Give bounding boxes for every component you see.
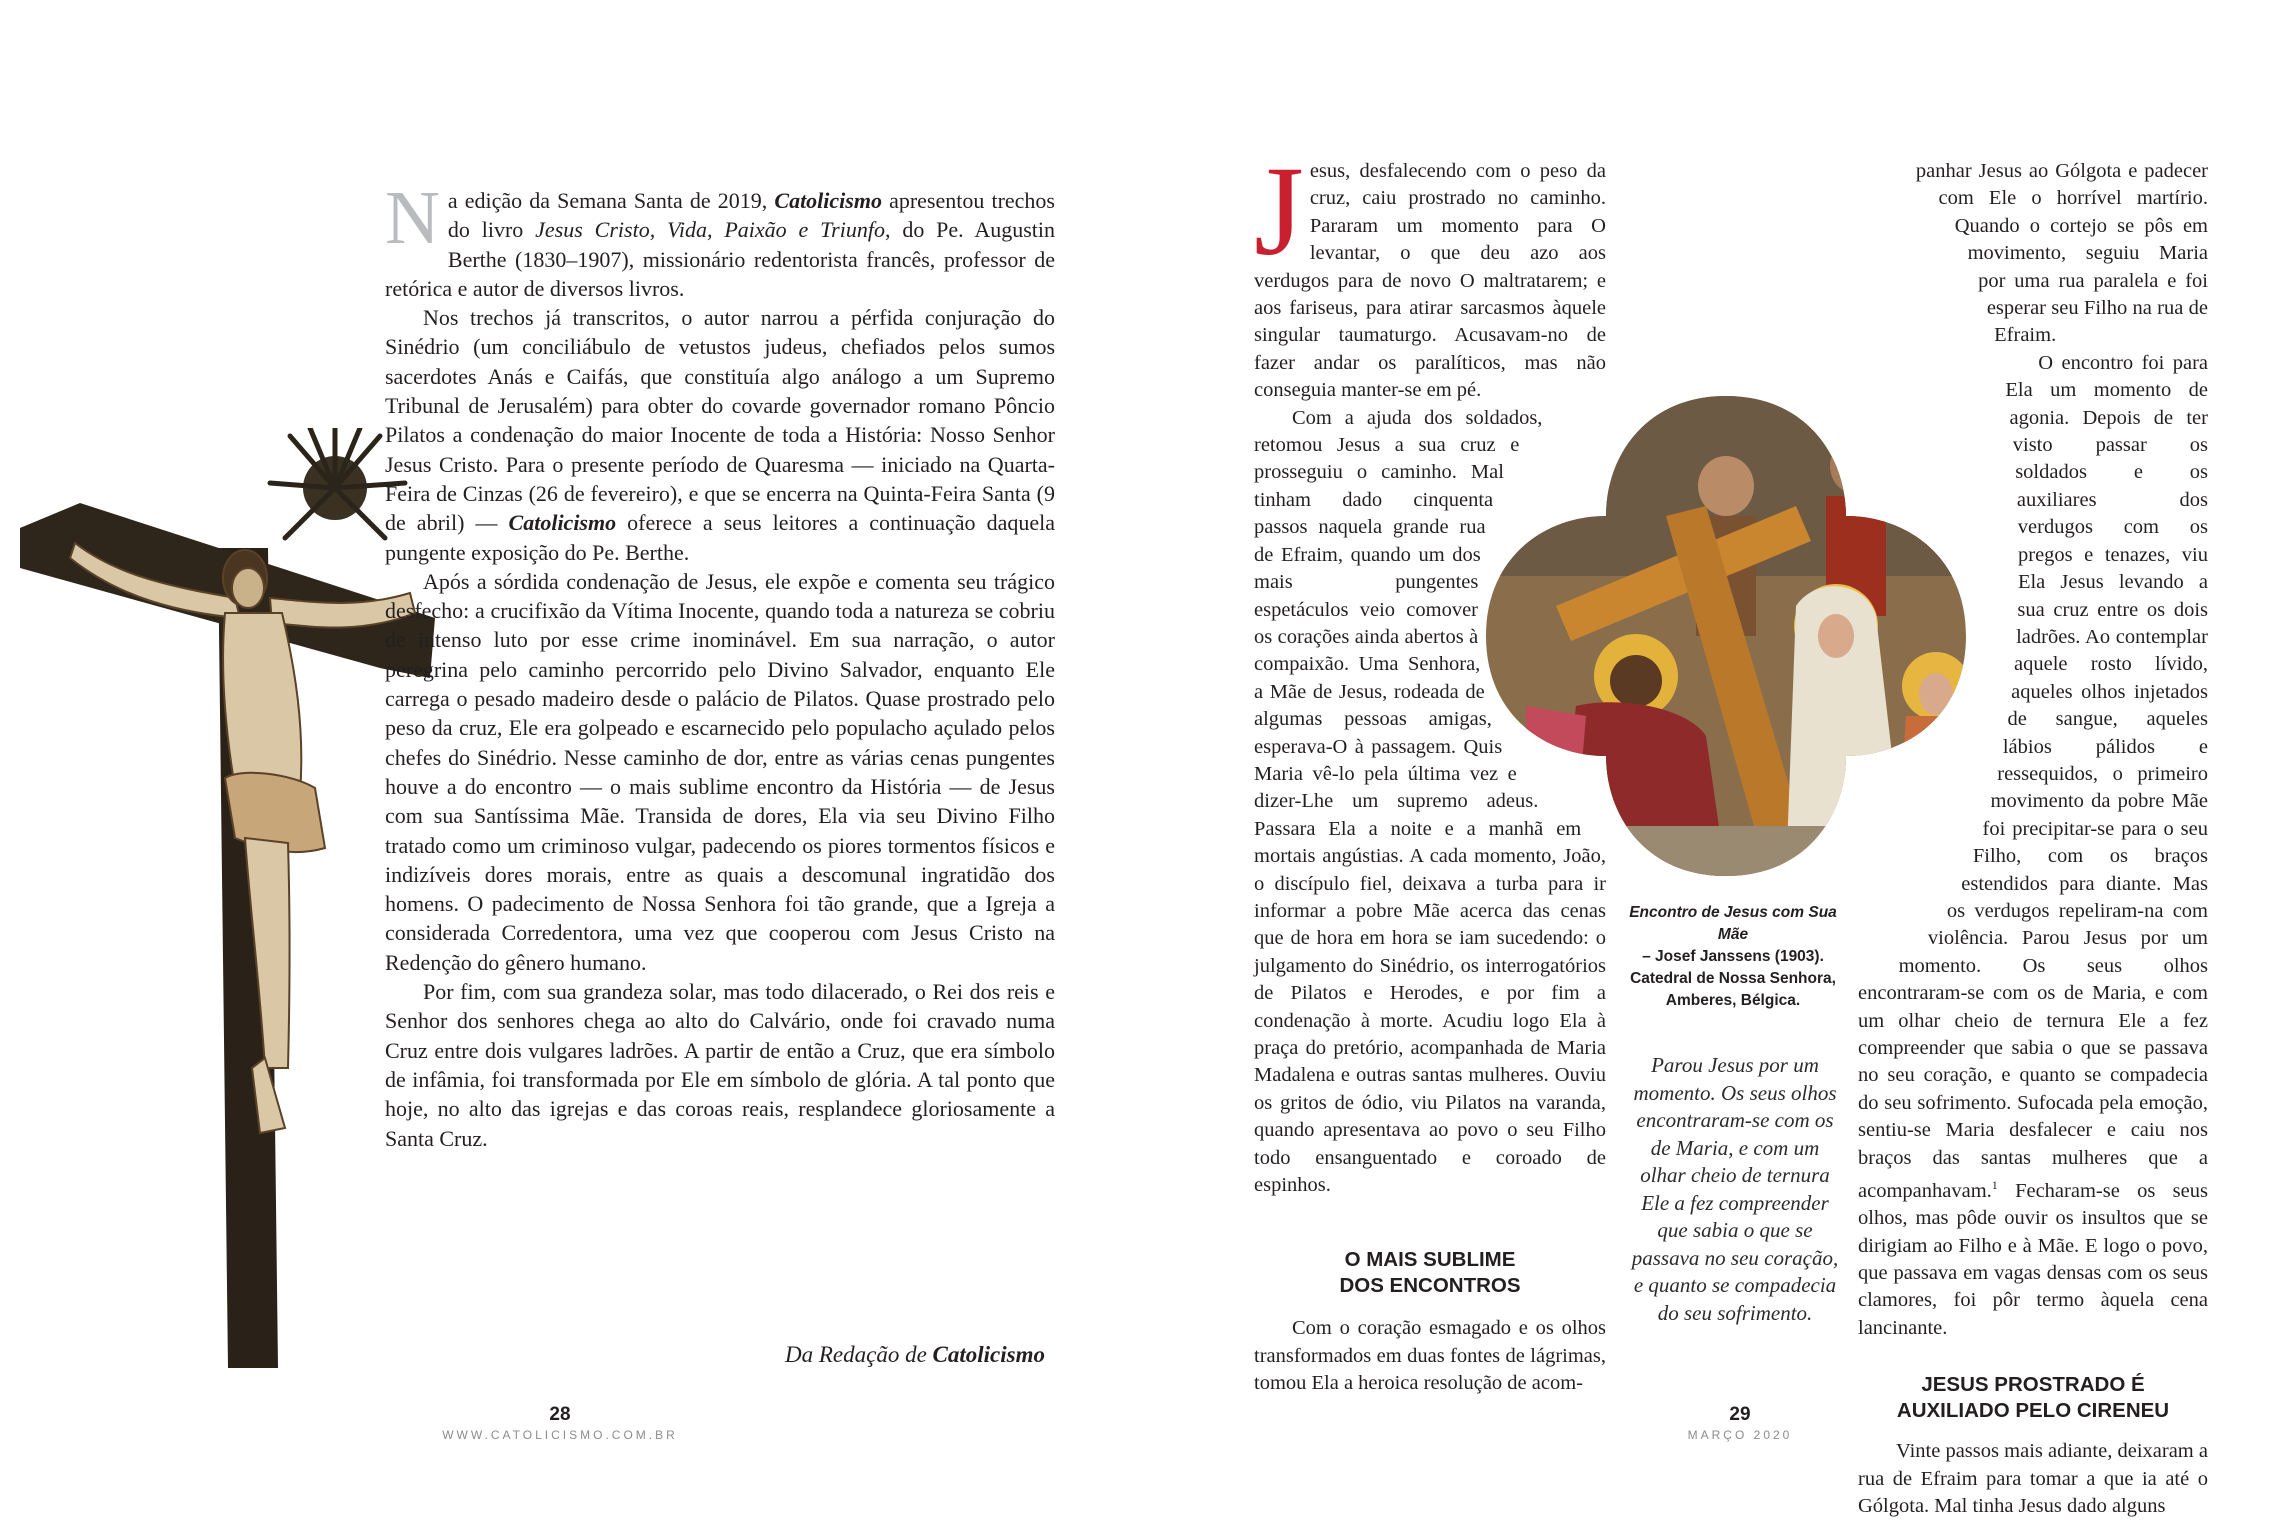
paragraph-3: Após a sórdida condenação de Jesus, ele expõe e comenta seu trágico desfecho: a crucifixão da Vítima Inocente, quando toda a natureza se cobriu de intenso luto por esse crime inominável. Em sua narração, o autor peregrina pelo caminho percorrido pelo Divino Salvador, enquanto Ele carrega o pesado madeiro desde o palácio de Pilatos. Quase prostrado pelo peso da cruz, Ele era golpeado e escarnecido pelo populacho açulado pelos chefes do Sinédrio. Nesse caminho de dor, entre as várias cenas pungentes houve a do encontro — o mais sublime encontro da História — de Jesus com sua Santíssima Mãe. Transida de dores, Ela via seu Divino Filho tratado como um criminoso vulgar, padecendo os piores tormentos físicos e indizíveis dores morais, entre as quais a descomunal ingratidão dos homens. O padecimento de Nossa Senhora foi tão grande, que a Igreja a considerada Corredentora, uma vez que cooperou com Jesus Cristo na Redenção do gênero humano. (385, 568, 1055, 975)
right-column-1 (1254, 140, 1606, 1398)
col1-paragraph-1: Jesus, desfalecendo com o peso da cruz, caiu prostrado no caminho. Pararam um momento para O levantar, o que deu azo aos verdugos para de novo O maltratarem; e aos fariseus, para atirar sarcasmos àquele singular taumaturgo. Acusavam-no de fazer andar os paralíticos, mas não conseguia manter-se em pé. (1254, 140, 1606, 402)
paragraph-2: Nos trechos já transcritos, o autor narrou a pérfida conjuração do Sinédrio (um conciliábulo de vetustos judeus, chefiados pelos sumos sacerdotes Anás e Caifás, que constituía algo análogo a um Supremo Tribunal de Jerusalém) para obter do covarde governador romano Pôncio Pilatos a condenação do maior Inocente de toda a História: Nosso Senhor Jesus Cristo. Para o presente período de Quaresma — iniciado na Quarta-Feira de Cinzas (26 de fevereiro), e que se encerra na Quinta-Feira Santa (9 de abril) — Catolicismo oferece a seus leitores a continuação daquela pungente exposição do Pe. Berthe. (385, 305, 1055, 565)
page-number-right: 29 (1729, 1404, 1751, 1425)
col1-paragraph-2: Com a ajuda dos soldados, retomou Jesus a sua cruz e prosseguiu o caminho. Mal tinham dado cinquenta passos naquela grande rua de Efraim, quando um dos mais pungentes espetáculos veio comover os corações ainda abertos à compaixão. Uma Senhora, a Mãe de Jesus, rodeada de algumas pessoas amigas, esperava-O à passagem. Quis Maria vê-lo pela última vez e dizer-Lhe um supremo adeus. Passara Ela a noite e a manhã em mortais angústias. A cada momento, João, o discípulo fiel, deixava a turba para ir informar a pobre Mãe acerca das cenas que de hora em hora se iam sucedendo: o julgamento do Sinédrio, os interrogatórios de Pilatos e Herodes, e por fim a condenação à morte. Acudiu logo Ela à praça do pretório, acompanhada de Maria Madalena e outras santas mulheres. Ouviu os gritos de ódio, viu Pilatos na varanda, quando apresentava ao povo o seu Filho todo ensanguentado e coroado de espinhos. (1254, 406, 1606, 1197)
right-column-3 (1858, 158, 2208, 1521)
subhead-2: JESUS PROSTRADO É AUXILIADO PELO CIRENEU (1896, 1373, 2170, 1423)
footer-right: MARÇO 2020 (1687, 1428, 1793, 1442)
drop-cap: N (385, 176, 440, 260)
col1-paragraph-3: Com o coração esmagado e os olhos transformados em duas fontes de lágrimas, tomou Ela a heroica resolução de acom- (1254, 1317, 1606, 1395)
intro-paragraph: Na edição da Semana Santa de 2019, Catolicismo apresentou trechos do livro Jesus Cristo, Vida, Paixão e Triunfo, do Pe. Augustin Berthe (1830–1907), missionário redentorista francês, professor de retórica e autor de diversos livros. (385, 176, 1055, 301)
col3-paragraph-2: O encontro foi para Ela um momento de agonia. Depois de ter visto passar os soldados e os auxiliares dos verdugos com os pregos e tenazes, viu Ela Jesus levando a sua cruz entre os dois ladrões. Ao contemplar aquele rosto lívido, aqueles olhos injetados de sangue, aqueles lábios pálidos e ressequidos, o primeiro movimento da pobre Mãe foi precipitar-se para o seu Filho, com os braços estendidos para diante. Mas os verdugos repeliram-na com violência. Parou Jesus por um momento. Os seus olhos encontraram-se com os de Maria, e com um olhar cheio de ternura Ele a fez compreender que sabia o que se passava no seu coração, e quanto se compadecia do seu sofrimento. Sufocada pela emoção, sentiu-se Maria desfalecer e caiu nos braços das santas mulheres que a acompanhavam.$^1$ Fecharam-se os seus olhos, mas pôde ouvir os insultos que se dirigiam ao Filho e à Mãe. E logo o povo, que passava em vagas densas com os seus clamores, foi pôr termo àquela cena lancinante. (1858, 351, 2208, 1339)
col3-paragraph-3: Vinte passos mais adiante, deixaram a rua de Efraim para tomar a que ia até o Gólgota. Mal tinha Jesus dado alguns (1858, 1440, 2208, 1518)
page-number-left: 28 (549, 1404, 571, 1425)
drop-cap-j: J (1254, 140, 1304, 282)
paragraph-4: Por fim, com sua grandeza solar, mas todo dilacerado, o Rei dos reis e Senhor dos senhores chega ao alto do Calvário, onde foi cravado numa Cruz entre dois vulgares ladrões. A partir de então a Cruz, que era símbolo de infâmia, foi transformada por Ele em símbolo de glória. A tal ponto que hoje, no alto das igrejas e das coroas reais, resplandece gloriosamente a Santa Cruz. (385, 979, 1055, 1151)
subhead-1: O MAIS SUBLIME DOS ENCONTROS (1339, 1248, 1521, 1298)
painting-caption: Encontro de Jesus com Sua Mãe – Josef Janssens (1903). Catedral de Nossa Senhora, Amberes, Bélgica. (1629, 904, 1837, 1009)
footer-left: WWW.CATOLICISMO.COM.BR (442, 1428, 678, 1442)
pull-quote: Parou Jesus por um momento. Os seus olhos encontraram-se com os de Maria, e com um olhar cheio de ternura Ele a fez compreender que sabia o que se passava no seu coração, e quanto se compadecia do seu sofrimento. (1631, 1053, 1839, 1325)
col3-paragraph-1: panhar Jesus ao Gólgota e padecer com Ele o horrível martírio. Quando o cortejo se pôs em movimento, seguiu Maria por uma rua paralela e foi esperar seu Filho na rua de Efraim. (1915, 160, 2208, 347)
signature: Da Redação de Catolicismo (785, 1342, 1045, 1367)
